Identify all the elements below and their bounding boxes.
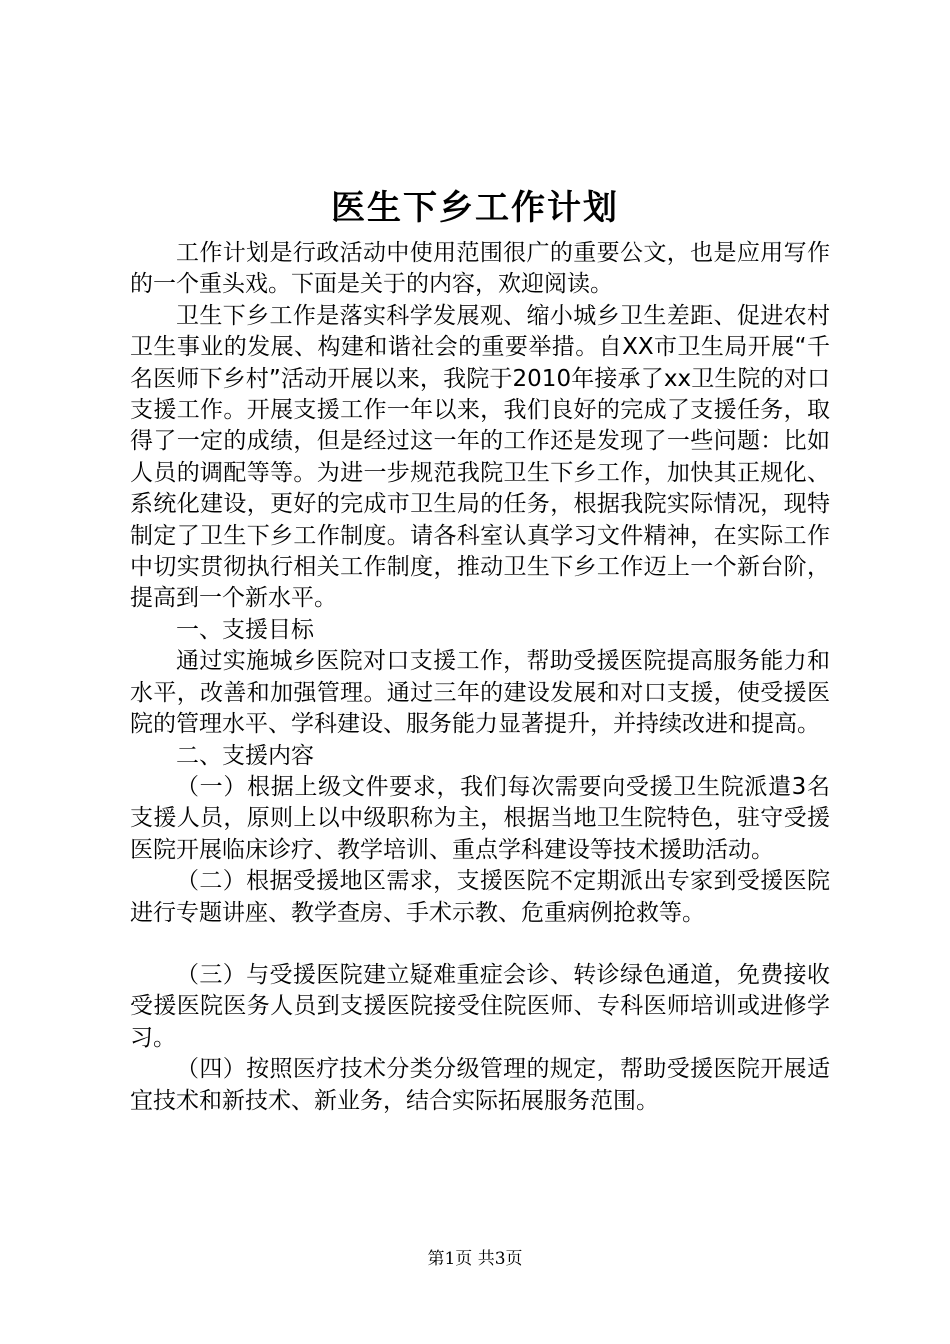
document-title: 医生下乡工作计划: [331, 188, 619, 228]
section-heading-goals: 一、支援目标: [176, 616, 314, 643]
paragraph-content-4: （四）按照医疗技术分类分级管理的规定，帮助受援医院开展适宜技术和新技术、新业务，结合实际拓展服务范围。: [130, 1056, 830, 1114]
paragraph-content-3: （三）与受援医院建立疑难重症会诊、转诊绿色通道，免费接收受援医院医务人员到支援医院接受住院医师、专科医师培训或进修学习。: [130, 961, 830, 1051]
section-heading-content: 二、支援内容: [176, 742, 314, 769]
paragraph-intro: 工作计划是行政活动中使用范围很广的重要公文，也是应用写作的一个重头戏。下面是关于的内容，欢迎阅读。: [130, 240, 830, 298]
page-number-footer: 第1页 共3页: [427, 1249, 523, 1269]
paragraph-content-2: （二）根据受援地区需求，支援医院不定期派出专家到受援医院进行专题讲座、教学查房、手术示教、危重病例抢救等。: [130, 868, 830, 926]
paragraph-content-1: （一）根据上级文件要求，我们每次需要向受援卫生院派遣3名支援人员，原则上以中级职称为主，根据当地卫生院特色，驻守受援医院开展临床诊疗、教学培训、重点学科建设等技术援助活动。: [130, 773, 830, 863]
document-body: [130, 238, 830, 1117]
paragraph-goals: 通过实施城乡医院对口支援工作，帮助受援医院提高服务能力和水平，改善和加强管理。通过三年的建设发展和对口支援，使受援医院的管理水平、学科建设、服务能力显著提升，并持续改进和提高。: [130, 648, 830, 738]
paragraph-background: 卫生下乡工作是落实科学发展观、缩小城乡卫生差距、促进农村卫生事业的发展、构建和谐社会的重要举措。自XX市卫生局开展“千名医师下乡村”活动开展以来，我院于2010年接承了xx卫生院的对口支援工作。开展支援工作一年以来，我们良好的完成了支援任务，取得了一定的成绩，但是经过这一年的工作还是发现了一些问题：比如人员的调配等等。为进一步规范我院卫生下乡工作，加快其正规化、系统化建设，更好的完成市卫生局的任务，根据我院实际情况，现特制定了卫生下乡工作制度。请各科室认真学习文件精神，在实际工作中切实贯彻执行相关工作制度，推动卫生下乡工作迈上一个新台阶，提高到一个新水平。: [130, 302, 830, 612]
